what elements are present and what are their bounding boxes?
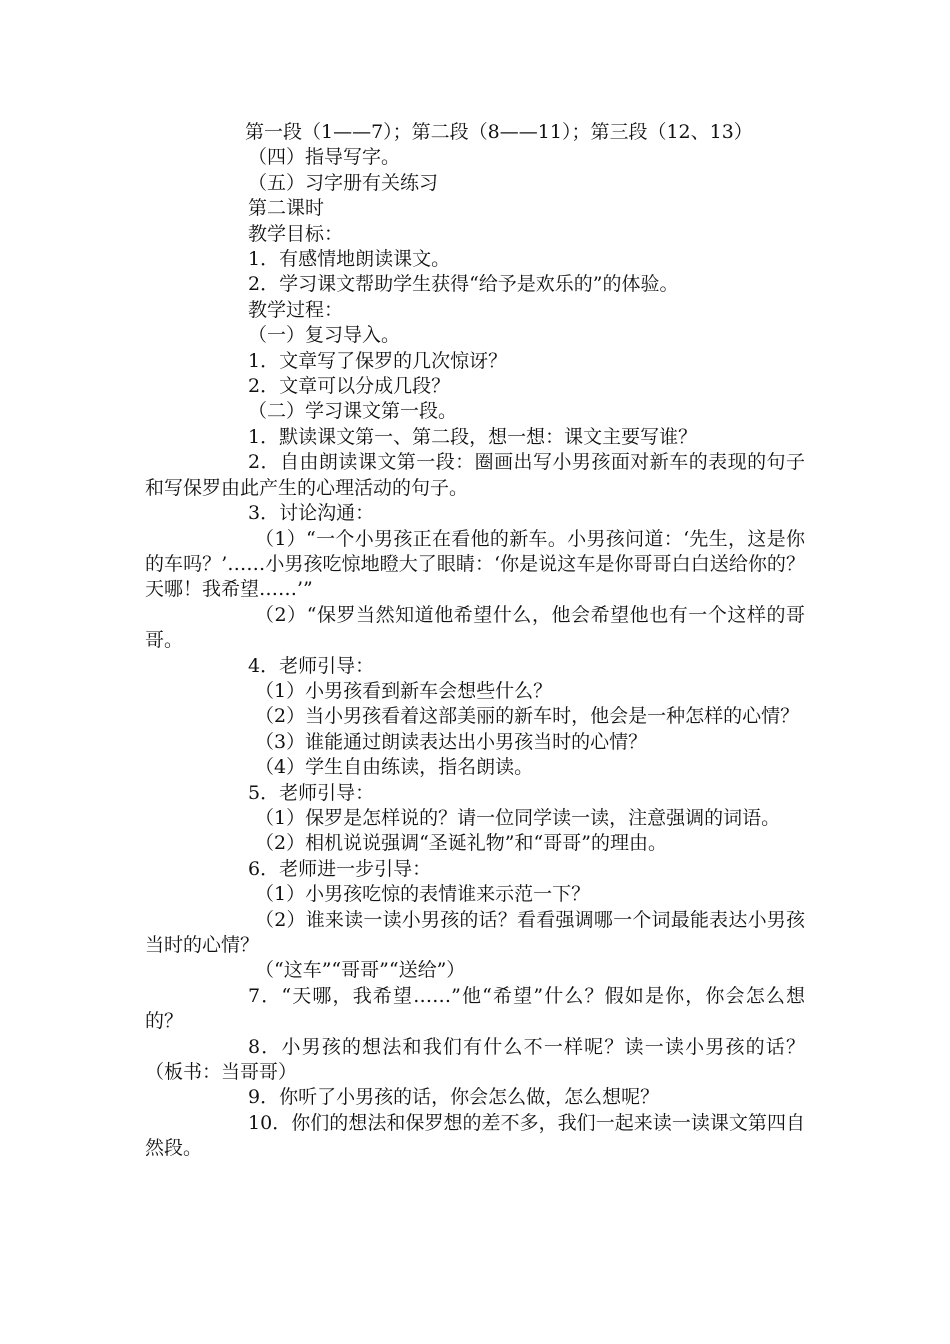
step-7: 7．“天哪，我希望……”他“希望”什么？假如是你，你会怎么想的？ <box>145 984 805 1033</box>
review-question-2: 2．文章可以分成几段？ <box>248 375 451 398</box>
step-2: 2．自由朗读课文第一段：圈画出写小男孩面对新车的表现的句子和写保罗由此产生的心理活动的句子。 <box>145 451 805 499</box>
step-6-item-2: （2）谁来读一读小男孩的话？看看强调哪一个词最能表达小男孩当时的心情？ <box>145 908 805 956</box>
goal-1: 1．有感情地朗读课文。 <box>248 248 451 271</box>
step-3: 3．讨论沟通： <box>248 502 375 525</box>
step-6: 6．老师进一步引导： <box>248 857 432 880</box>
section-heading-second-lesson: 第二课时 <box>248 197 325 220</box>
step-10: 10．你们的想法和保罗想的差不多，我们一起来读一读课文第四自然段。 <box>145 1111 805 1160</box>
step-8: 8．小男孩的想法和我们有什么不一样呢？读一读小男孩的话？（板书：当哥哥） <box>145 1035 805 1084</box>
paragraph-step-5: （五）习字册有关练习 <box>248 171 439 194</box>
step-5: 5．老师引导： <box>248 781 375 804</box>
step-5-item-1: （1）保罗是怎样说的？请一位同学读一读，注意强调的词语。 <box>255 806 781 829</box>
process-part-2: （二）学习课文第一段。 <box>248 400 458 423</box>
step-5-item-2: （2）相机说说强调“圣诞礼物”和“哥哥”的理由。 <box>255 832 667 855</box>
step-9: 9．你听了小男孩的话，你会怎么做，怎么想呢？ <box>248 1086 660 1109</box>
step-3-item-1: （1）“一个小男孩正在看他的新车。小男孩问道：‘先生，这是你的车吗？’……小男孩吃惊地瞪大了眼睛：‘你是说这车是你哥哥白白送给你的？天哪！我希望……’” <box>145 527 805 601</box>
step-4-item-3: （3）谁能通过朗读表达出小男孩当时的心情？ <box>255 730 648 753</box>
step-4-item-1: （1）小男孩看到新车会想些什么？ <box>255 679 553 702</box>
step-6-keywords: （“这车”“哥哥”“送给”） <box>255 959 466 982</box>
process-part-1: （一）复习导入。 <box>248 324 401 347</box>
paragraph-segmentation: 第一段（1——7）；第二段（8——11）；第三段（12、13） <box>245 121 753 143</box>
step-4-item-2: （2）当小男孩看着这部美丽的新车时，他会是一种怎样的心情？ <box>255 705 800 728</box>
step-3-item-2: （2）“保罗当然知道他希望什么，他会希望他也有一个这样的哥哥。 <box>145 603 805 652</box>
step-4: 4．老师引导： <box>248 654 375 677</box>
goal-2: 2．学习课文帮助学生获得“给予是欢乐的”的体验。 <box>248 273 679 296</box>
heading-teaching-goals: 教学目标： <box>248 222 344 245</box>
heading-teaching-process: 教学过程： <box>248 298 344 321</box>
paragraph-step-4: （四）指导写字。 <box>248 146 401 169</box>
step-4-item-4: （4）学生自由练读，指名朗读。 <box>255 756 534 779</box>
document-body <box>145 120 805 1162</box>
step-1: 1．默读课文第一、第二段，想一想：课文主要写谁？ <box>248 425 698 448</box>
step-6-item-1: （1）小男孩吃惊的表情谁来示范一下？ <box>255 883 591 906</box>
review-question-1: 1．文章写了保罗的几次惊讶？ <box>248 349 508 372</box>
